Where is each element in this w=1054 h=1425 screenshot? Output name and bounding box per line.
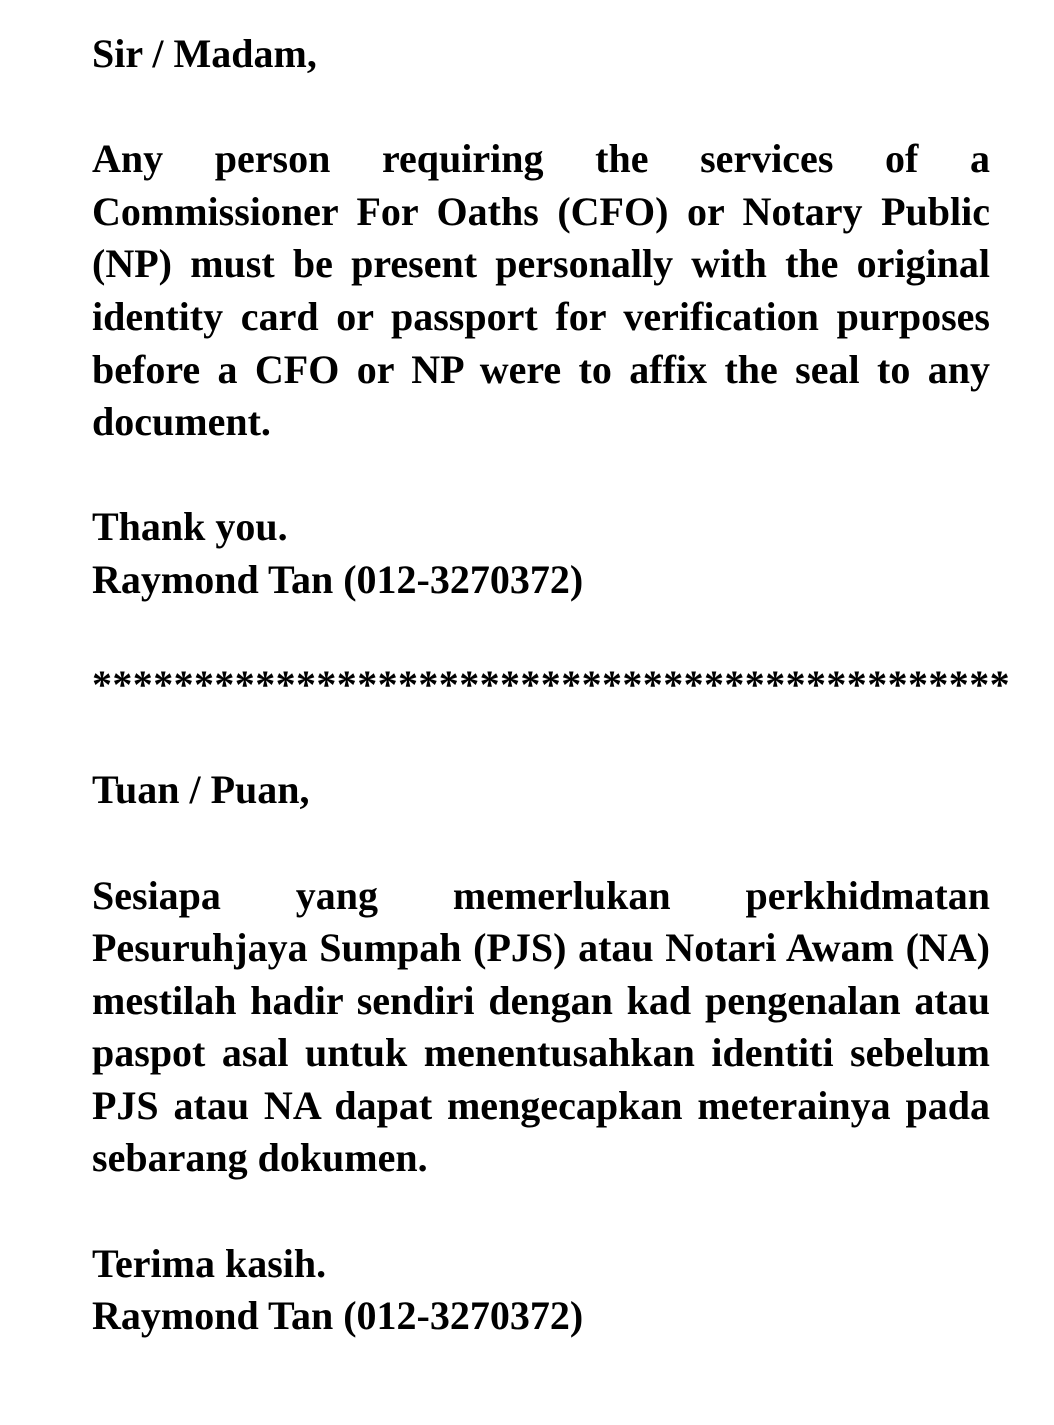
spacer <box>92 712 990 765</box>
english-salutation: Sir / Madam, <box>92 31 317 76</box>
spacer <box>92 607 990 660</box>
spacer <box>92 81 990 134</box>
spacer <box>92 817 990 870</box>
spacer <box>92 449 990 502</box>
english-body: Any person requiring the services of a Commissioner For Oaths (CFO) or Notary Public (NP) must be present personally with the original identity card or passport for verification purposes before a CFO or NP were to affix the seal to any document. <box>92 136 990 445</box>
notice-document <box>92 28 1010 1343</box>
malay-signature: Raymond Tan (012-3270372) <box>92 1293 584 1339</box>
malay-body: Sesiapa yang memerlukan perkhidmatan Pesuruhjaya Sumpah (PJS) atau Notari Awam (NA) mestilah hadir sendiri dengan kad pengenalan atau paspot asal untuk menentusahkan identiti sebelum PJS atau NA dapat mengecapkan meterainya pada sebarang dokumen. <box>92 872 990 1181</box>
section-divider: ********************************************* <box>92 662 1010 708</box>
malay-salutation: Tuan / Puan, <box>92 767 310 813</box>
english-closing: Thank you. <box>92 504 288 550</box>
english-signature: Raymond Tan (012-3270372) <box>92 556 584 602</box>
spacer <box>92 1185 990 1238</box>
malay-closing: Terima kasih. <box>92 1240 327 1286</box>
